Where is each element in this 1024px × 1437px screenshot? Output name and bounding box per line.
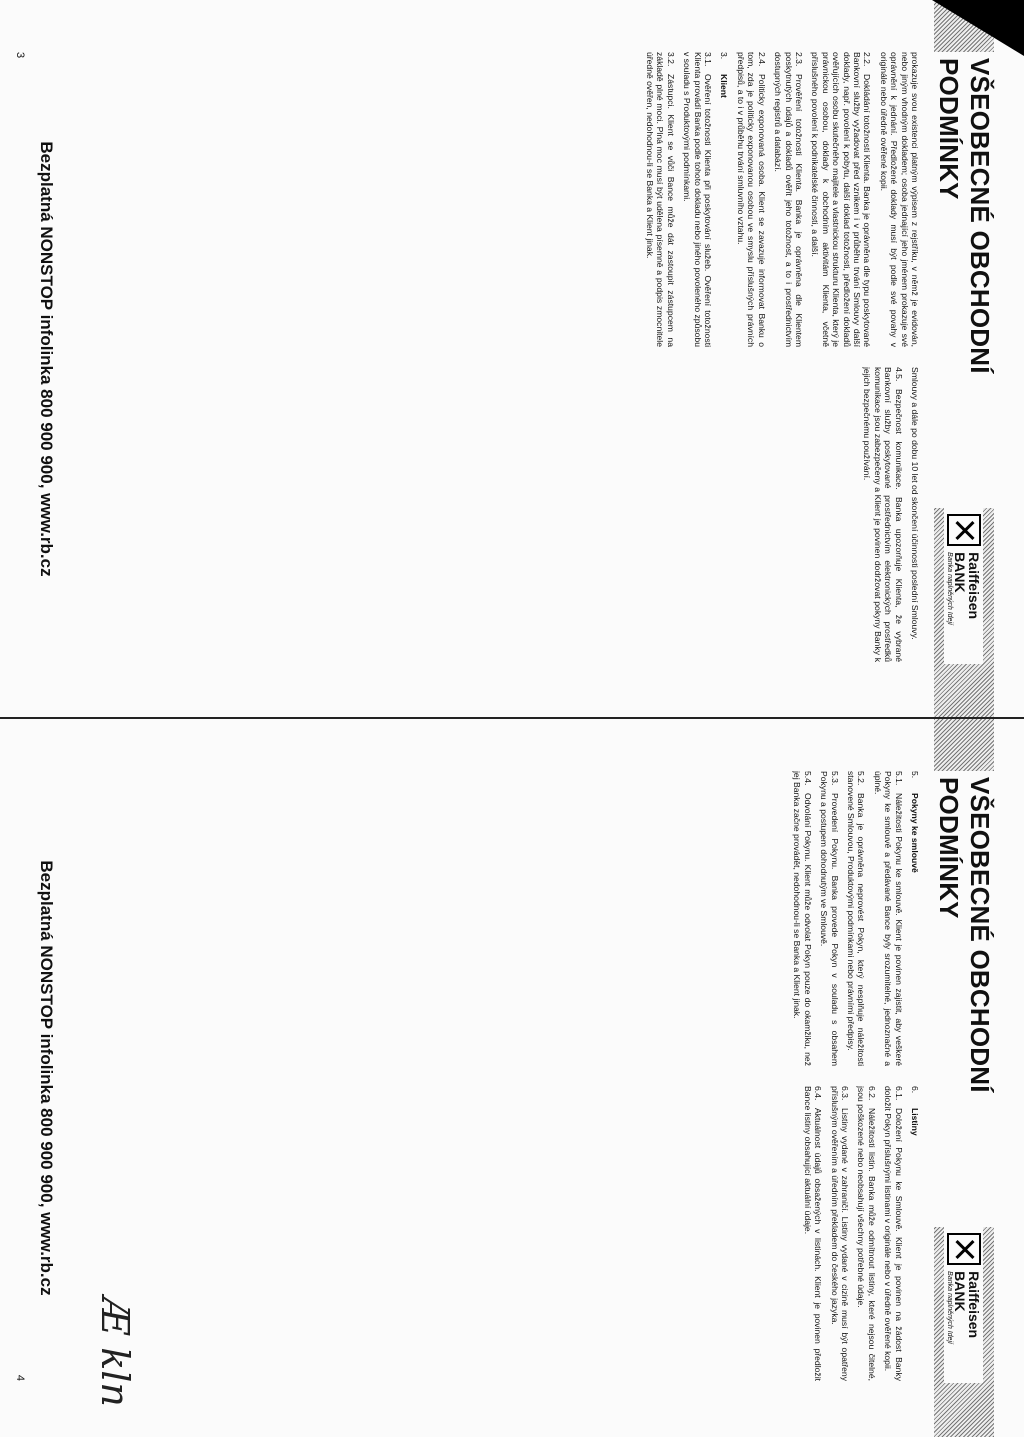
section-number: 6.1. [893, 1086, 904, 1101]
raiffeisen-logo-icon [947, 1233, 981, 1266]
text-columns [86, 771, 920, 1381]
section-number: 5.2. [856, 771, 867, 786]
section [645, 52, 676, 347]
section-number: 5.4. [802, 771, 813, 786]
text-column [86, 367, 920, 662]
section [736, 52, 767, 347]
document-title: VŠEOBECNÉ OBCHODNÍ PODMÍNKY [931, 771, 997, 1227]
scan-shadow-corner [932, 0, 1024, 56]
section-number: 2.4. [756, 52, 767, 67]
document-title: VŠEOBECNÉ OBCHODNÍ PODMÍNKY [931, 52, 997, 508]
section-number: 3. [719, 52, 730, 60]
section-text: Ověření totožnosti Klienta při poskytování služeb. Ověření totožnosti Klienta provádí Banka podle tohoto dokladu nebo jiného povoleného způsobu v souladu s Produktovými podmínkami. [682, 52, 714, 347]
section-number: 2.2. [862, 52, 873, 67]
section [792, 771, 813, 1066]
section-text: Náležitosti Pokynu ke smlouvě. Klient je povinen zajistit, aby veškeré Pokyny ke smlouvě a předávané Bance byly srozumitelné, jednoznačné a úplné. [872, 771, 904, 1066]
section-number: 6.4. [813, 1086, 824, 1101]
text-column [86, 771, 920, 1066]
section-text: Odvolání Pokynu. Klient může odvolat Pokyn pouze do okamžiku, než jej Banka začne provádět, nedohodnou-li se Banka a Klient jinak. [792, 771, 813, 1066]
section [910, 771, 920, 1066]
bank-logo [945, 1227, 984, 1383]
handwritten-signature: Æ kln [92, 1297, 137, 1407]
bank-logo [945, 508, 984, 664]
section-number: 6. [910, 1086, 920, 1094]
page-footer: Bezplatná NONSTOP infolinka 800 900 900, www.rb.cz [37, 141, 56, 577]
section [846, 771, 867, 1066]
section [910, 367, 920, 662]
page-header [934, 52, 995, 664]
section-text: Banka je oprávněna neprovést Pokyn, který nesplňuje náležitosti stanovené Smlouvou, Produktovými podmínkami nebo právními předpisy. [845, 771, 867, 1066]
section [719, 52, 729, 347]
raiffeisen-logo-icon [947, 514, 981, 547]
section-text: Provedení Pokynu. Banka provede Pokyn v souladu s obsahem Pokynu a postupem dohodnutým ve Smlouvě. [819, 771, 840, 1066]
section-text: Náležitosti listin. Banka může odmítnout listiny, které nejsou čitelné, jsou poškozené nebo neobsahují všechny potřebné údaje. [856, 1086, 877, 1381]
text-columns [86, 52, 920, 662]
section-text: Smlouvy a dále po dobu 10 let od skončení účinnosti poslední Smlouvy. [910, 367, 920, 640]
section-number: 6.2. [866, 1086, 877, 1101]
section [802, 1086, 823, 1381]
page-number: 3 [14, 52, 26, 59]
section [910, 1086, 920, 1381]
section [878, 52, 920, 347]
section-number: 5.3. [829, 771, 840, 786]
bank-subtitle: Banka naplněných Idejí [946, 552, 954, 625]
section-number: 3.2. [665, 52, 676, 67]
section-text: Listiny vydané v zahraničí. Listiny vydané v cizině musí být opatřeny příslušným ověřením a úředním překladem do českého jazyka. [829, 1086, 850, 1381]
section [810, 52, 872, 347]
section-text: Dokládání totožnosti Klienta. Banka je oprávněna dle typu poskytované Bankovní služby vyžadovat před vznikem i v průběhu trvání Smlouvy další doklady, např. povolení k pobytu, další doklad totožnosti, předložení dokladů ověřujících osobu skutečného majitele a vlastnickou strukturu Klienta, který je právnickou osobou, doklady k obchodním aktivitám Klienta, včetně příslušného povolení k podnikatelské činnosti, a další. [810, 52, 873, 347]
section [856, 1086, 877, 1381]
page-header [934, 771, 995, 1383]
text-column [86, 1086, 920, 1381]
page-number: 4 [14, 1374, 26, 1381]
section [682, 52, 713, 347]
section-text: prokazuje svou existenci platným výpisem z rejstříku, v němž je evidován, nebo jiným vhodným dokladem; osoba jednající jeho jménem prokazuje své oprávnění k jednání. Předložené doklady musí být podle své povahy v originále nebo úředně ověřené kopii. [878, 52, 920, 347]
section-text: Bezpečnost komunikace. Banka upozorňuje Klienta, že vybrané Bankovní služby poskytované prostřednictvím elektronických prostředků komunikace jsou zabezpečeny a Klient je povinen dodržovat pokyny Banky k jejich bezpečnému používání. [862, 367, 904, 662]
section [862, 367, 904, 662]
section [883, 1086, 904, 1381]
document-page-right [0, 719, 1024, 1437]
bank-name: Raiffeisen BANK [952, 1271, 983, 1339]
section-number: 3.1. [703, 52, 714, 67]
section-number: 5. [910, 771, 920, 779]
text-column [86, 52, 920, 347]
section [872, 771, 903, 1066]
section-number: 2.3. [793, 52, 804, 67]
section-text: Politicky exponovaná osoba. Klient se zavazuje informovat Banku o tom, zda je politicky exponovanou osobou ve smyslu příslušných právních předpisů, a to i v průběhu trvání smluvního vztahu. [735, 52, 767, 347]
page-footer: Bezplatná NONSTOP infolinka 800 900 900, www.rb.cz [37, 860, 56, 1296]
section-text: Aktuálnost údajů obsažených v listinách. Klient je povinen předložit Bance listiny obsahující aktuální údaje. [802, 1086, 824, 1381]
section-text: Zástupci. Klient se vůči Bance může dát zastoupit zástupcem na základě plné moci. Plná moc musí být udělena písemně a podpis zmocnitele úředně ověřen, nedohodnou-li se Banka a Klient jinak. [645, 52, 676, 347]
section-number: 4.5. [893, 367, 904, 382]
section-number: 5.1. [893, 771, 904, 786]
section-text: Doložení Pokynu ke Smlouvě. Klient je povinen na žádost Banky doložit Pokyn příslušnými listinami v originále nebo v úředně ověřené kopii. [883, 1086, 904, 1381]
section-title: Klient [719, 74, 730, 98]
section-title: Pokyny ke smlouvě [910, 793, 920, 873]
document-page-left [0, 0, 1024, 718]
section [829, 1086, 850, 1381]
section-text: Prověření totožnosti Klienta. Banka je oprávněna dle Klientem poskytnutých údajů a dokladů ověřit jeho totožnost, a to i prostřednictvím dostupných registrů a databází. [773, 52, 804, 347]
section-title: Listiny [910, 1108, 920, 1136]
bank-subtitle: Banka naplněných Idejí [946, 1271, 954, 1344]
section [819, 771, 840, 1066]
section-number: 6.3. [839, 1086, 850, 1101]
bank-name: Raiffeisen BANK [952, 552, 983, 620]
section [773, 52, 804, 347]
